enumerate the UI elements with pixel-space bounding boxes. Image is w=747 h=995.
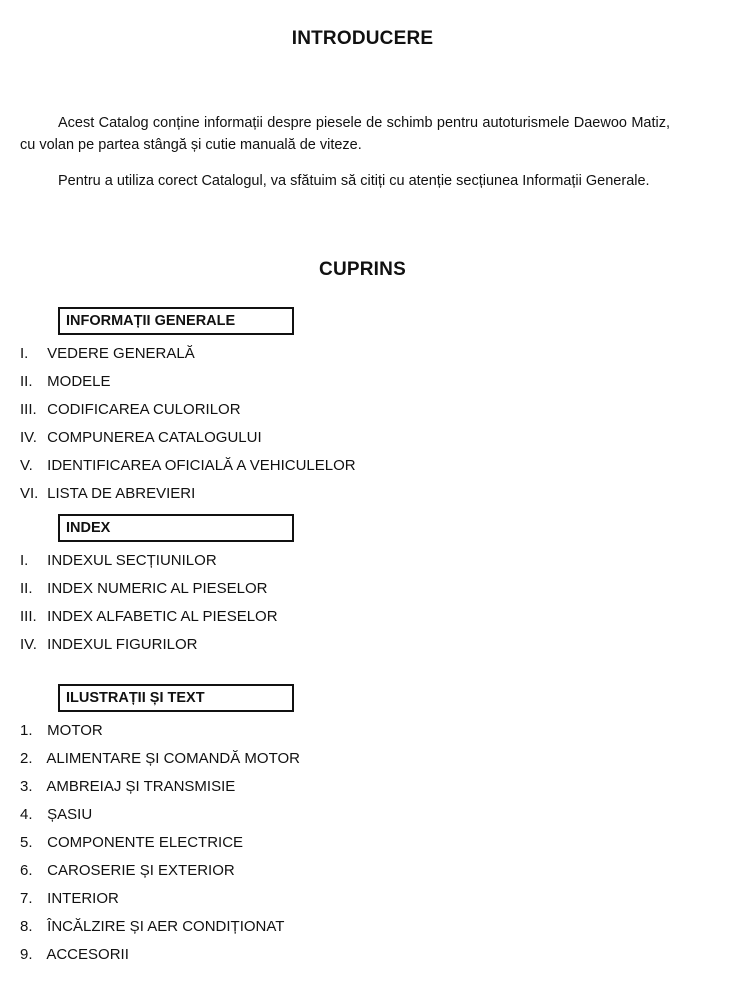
list-item [20,941,300,969]
intro-paragraph: Pentru a utiliza corect Catalogul, va sfătuim să citiți cu atenție secțiunea Informații Generale. [58,173,650,189]
list-item [20,480,356,508]
item-label: INDEXUL FIGURILOR [47,636,198,653]
illustrations-list [20,717,300,969]
item-number: 5. [20,834,33,851]
list-item [20,773,300,801]
list-item [20,575,278,603]
item-number: I. [20,345,29,362]
item-label: AMBREIAJ ȘI TRANSMISIE [46,778,236,795]
item-number: 4. [20,806,33,823]
item-label: CAROSERIE ȘI EXTERIOR [47,862,235,879]
item-label: VEDERE GENERALĂ [47,345,195,362]
item-number: 7. [20,890,33,907]
item-label: ȘASIU [47,806,93,823]
item-number: V. [20,457,33,474]
list-item [20,717,300,745]
general-info-list [20,340,356,508]
item-number: III. [20,608,37,625]
list-item [20,424,356,452]
item-number: 9. [20,946,33,963]
intro-paragraph: Acest Catalog conține informații despre piesele de schimb pentru autoturismele Daewoo Matiz, cu volan pe partea stângă și cutie manuală de viteze. [20,115,670,153]
item-label: CODIFICAREA CULORILOR [47,401,241,418]
item-label: COMPONENTE ELECTRICE [47,834,244,851]
item-number: 6. [20,862,33,879]
item-label: ÎNCĂLZIRE ȘI AER CONDIȚIONAT [47,918,285,935]
item-label: IDENTIFICAREA OFICIALĂ A VEHICULELOR [47,457,356,474]
item-number: 1. [20,722,33,739]
item-label: ALIMENTARE ȘI COMANDĂ MOTOR [46,750,300,767]
item-number: 2. [20,750,33,767]
item-number: III. [20,401,37,418]
item-label: INDEX NUMERIC AL PIESELOR [47,580,268,597]
list-item [20,547,278,575]
list-item [20,745,300,773]
list-item [20,396,356,424]
list-item [20,603,278,631]
index-list [20,547,278,659]
section-heading-general-info: INFORMAȚII GENERALE [58,307,294,335]
list-item [20,340,356,368]
item-number: 3. [20,778,33,795]
item-label: MOTOR [47,722,103,739]
item-number: II. [20,373,33,390]
section-heading-index: INDEX [58,514,294,542]
item-label: INTERIOR [47,890,119,907]
list-item [20,368,356,396]
item-label: MODELE [47,373,111,390]
item-number: II. [20,580,33,597]
item-label: INDEX ALFABETIC AL PIESELOR [47,608,278,625]
list-item [20,857,300,885]
intro-title: INTRODUCERE [291,28,434,49]
contents-title: CUPRINS [319,259,406,280]
item-label: ACCESORII [46,946,129,963]
item-number: I. [20,552,29,569]
item-label: LISTA DE ABREVIERI [47,485,196,502]
list-item [20,631,278,659]
list-item [20,885,300,913]
list-item [20,452,356,480]
item-label: INDEXUL SECȚIUNILOR [47,552,217,569]
section-heading-illustrations: ILUSTRAȚII ȘI TEXT [58,684,294,712]
list-item [20,913,300,941]
list-item [20,829,300,857]
item-number: VI. [20,485,39,502]
item-label: COMPUNEREA CATALOGULUI [47,429,262,446]
item-number: IV. [20,636,37,653]
list-item [20,801,300,829]
item-number: IV. [20,429,37,446]
item-number: 8. [20,918,33,935]
